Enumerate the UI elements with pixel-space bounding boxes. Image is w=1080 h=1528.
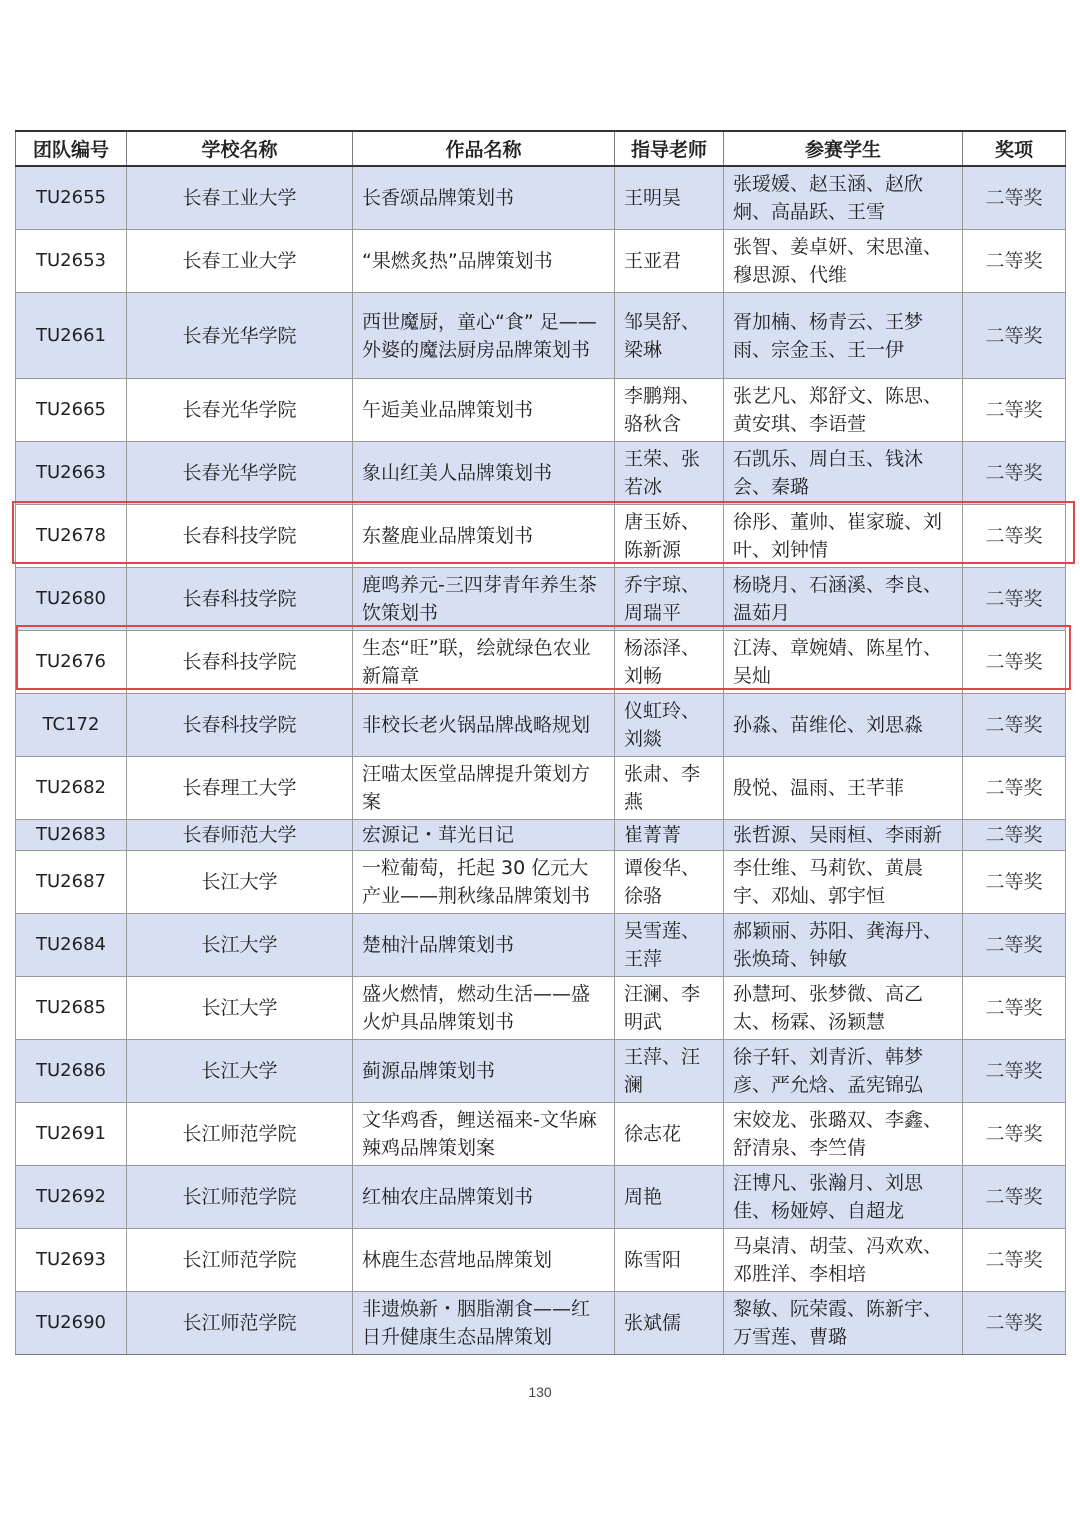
- award-level: 二等奖: [963, 1292, 1066, 1355]
- work-title: 楚柚汁品牌策划书: [353, 914, 615, 977]
- table-row: [16, 851, 1066, 914]
- school-name: 长江大学: [127, 851, 353, 914]
- student-names: 杨晓月、石涵溪、李良、温茹月: [724, 568, 963, 631]
- team-id: TU2653: [16, 230, 127, 293]
- teacher-names: 崔菁菁: [615, 820, 724, 851]
- page-number: 130: [528, 1384, 552, 1400]
- school-name: 长春光华学院: [127, 293, 353, 379]
- school-name: 长春工业大学: [127, 166, 353, 230]
- school-name: 长春科技学院: [127, 694, 353, 757]
- table-row: [16, 1166, 1066, 1229]
- teacher-names: 张肃、李燕: [615, 757, 724, 820]
- award-level: 二等奖: [963, 631, 1066, 694]
- award-level: 二等奖: [963, 1103, 1066, 1166]
- header-team-id: 团队编号: [16, 131, 127, 166]
- work-title: 汪喵太医堂品牌提升策划方案: [353, 757, 615, 820]
- header-award: 奖项: [963, 131, 1066, 166]
- table-row: [16, 166, 1066, 230]
- header-school: 学校名称: [127, 131, 353, 166]
- school-name: 长春光华学院: [127, 442, 353, 505]
- student-names: 孙慧珂、张梦微、高乙太、杨霖、汤颖慧: [724, 977, 963, 1040]
- school-name: 长春理工大学: [127, 757, 353, 820]
- header-teacher: 指导老师: [615, 131, 724, 166]
- teacher-names: 汪澜、李明武: [615, 977, 724, 1040]
- award-level: 二等奖: [963, 820, 1066, 851]
- table-row: [16, 379, 1066, 442]
- table-row: [16, 568, 1066, 631]
- student-names: 马桌清、胡莹、冯欢欢、邓胜洋、李相培: [724, 1229, 963, 1292]
- work-title: 非遗焕新・胭脂潮食——红日升健康生态品牌策划: [353, 1292, 615, 1355]
- teacher-names: 李鹏翔、骆秋含: [615, 379, 724, 442]
- work-title: 长香颂品牌策划书: [353, 166, 615, 230]
- work-title: 宏源记・茸光日记: [353, 820, 615, 851]
- award-level: 二等奖: [963, 293, 1066, 379]
- student-names: 石凯乐、周白玉、钱沐会、秦璐: [724, 442, 963, 505]
- school-name: 长江师范学院: [127, 1292, 353, 1355]
- teacher-names: 乔宇琼、周瑞平: [615, 568, 724, 631]
- teacher-names: 王荣、张若冰: [615, 442, 724, 505]
- teacher-names: 徐志花: [615, 1103, 724, 1166]
- award-level: 二等奖: [963, 1229, 1066, 1292]
- table-row: [16, 820, 1066, 851]
- awards-table: [15, 130, 1066, 1355]
- awards-table-container: [15, 130, 1065, 1355]
- award-level: 二等奖: [963, 914, 1066, 977]
- work-title: 生态“旺”联，绘就绿色农业新篇章: [353, 631, 615, 694]
- teacher-names: 邹昊舒、梁琳: [615, 293, 724, 379]
- work-title: 红柚农庄品牌策划书: [353, 1166, 615, 1229]
- school-name: 长江大学: [127, 1040, 353, 1103]
- team-id: TU2691: [16, 1103, 127, 1166]
- header-students: 参赛学生: [724, 131, 963, 166]
- school-name: 长春科技学院: [127, 505, 353, 568]
- teacher-names: 吴雪莲、王萍: [615, 914, 724, 977]
- team-id: TU2692: [16, 1166, 127, 1229]
- student-names: 汪博凡、张瀚月、刘思佳、杨娅婷、自超龙: [724, 1166, 963, 1229]
- table-row: [16, 442, 1066, 505]
- work-title: 西世魔厨，童心“食” 足——外婆的魔法厨房品牌策划书: [353, 293, 615, 379]
- team-id: TU2682: [16, 757, 127, 820]
- award-level: 二等奖: [963, 442, 1066, 505]
- team-id: TU2685: [16, 977, 127, 1040]
- team-id: TU2655: [16, 166, 127, 230]
- teacher-names: 唐玉娇、陈新源: [615, 505, 724, 568]
- student-names: 张艺凡、郑舒文、陈思、黄安琪、李语萱: [724, 379, 963, 442]
- teacher-names: 周艳: [615, 1166, 724, 1229]
- table-row: [16, 631, 1066, 694]
- table-header-row: [16, 131, 1066, 166]
- school-name: 长江师范学院: [127, 1103, 353, 1166]
- table-row: [16, 1040, 1066, 1103]
- award-level: 二等奖: [963, 568, 1066, 631]
- school-name: 长江师范学院: [127, 1229, 353, 1292]
- team-id: TU2665: [16, 379, 127, 442]
- table-row: [16, 1103, 1066, 1166]
- student-names: 张瑷媛、赵玉涵、赵欣炯、高晶跃、王雪: [724, 166, 963, 230]
- student-names: 孙淼、苗维伦、刘思淼: [724, 694, 963, 757]
- award-level: 二等奖: [963, 379, 1066, 442]
- team-id: TU2676: [16, 631, 127, 694]
- award-level: 二等奖: [963, 505, 1066, 568]
- school-name: 长江大学: [127, 977, 353, 1040]
- teacher-names: 王明昊: [615, 166, 724, 230]
- work-title: 象山红美人品牌策划书: [353, 442, 615, 505]
- school-name: 长江大学: [127, 914, 353, 977]
- table-row: [16, 757, 1066, 820]
- team-id: TC172: [16, 694, 127, 757]
- award-level: 二等奖: [963, 166, 1066, 230]
- table-row: [16, 1292, 1066, 1355]
- team-id: TU2663: [16, 442, 127, 505]
- award-level: 二等奖: [963, 851, 1066, 914]
- award-level: 二等奖: [963, 1040, 1066, 1103]
- school-name: 长春科技学院: [127, 568, 353, 631]
- student-names: 张智、姜卓妍、宋思潼、穆思源、代维: [724, 230, 963, 293]
- work-title: 午逅美业品牌策划书: [353, 379, 615, 442]
- work-title: 一粒葡萄，托起 30 亿元大产业——荆秋缘品牌策划书: [353, 851, 615, 914]
- table-row: [16, 505, 1066, 568]
- student-names: 郝颖丽、苏阳、龚海丹、张焕琦、钟敏: [724, 914, 963, 977]
- team-id: TU2661: [16, 293, 127, 379]
- award-level: 二等奖: [963, 757, 1066, 820]
- teacher-names: 王亚君: [615, 230, 724, 293]
- work-title: 文华鸡香，鲤送福来-文华麻辣鸡品牌策划案: [353, 1103, 615, 1166]
- table-row: [16, 694, 1066, 757]
- school-name: 长春光华学院: [127, 379, 353, 442]
- student-names: 徐彤、董帅、崔家璇、刘叶、刘钟情: [724, 505, 963, 568]
- school-name: 长江师范学院: [127, 1166, 353, 1229]
- table-row: [16, 1229, 1066, 1292]
- team-id: TU2690: [16, 1292, 127, 1355]
- team-id: TU2684: [16, 914, 127, 977]
- student-names: 李仕维、马莉钦、黄晨宇、邓灿、郭宇恒: [724, 851, 963, 914]
- school-name: 长春工业大学: [127, 230, 353, 293]
- award-level: 二等奖: [963, 977, 1066, 1040]
- teacher-names: 陈雪阳: [615, 1229, 724, 1292]
- table-row: [16, 977, 1066, 1040]
- team-id: TU2678: [16, 505, 127, 568]
- team-id: TU2683: [16, 820, 127, 851]
- team-id: TU2687: [16, 851, 127, 914]
- team-id: TU2693: [16, 1229, 127, 1292]
- teacher-names: 张斌儒: [615, 1292, 724, 1355]
- work-title: 鹿鸣养元-三四芽青年养生茶饮策划书: [353, 568, 615, 631]
- work-title: “果燃炙热”品牌策划书: [353, 230, 615, 293]
- work-title: 蓟源品牌策划书: [353, 1040, 615, 1103]
- student-names: 张哲源、吴雨桓、李雨新: [724, 820, 963, 851]
- student-names: 江涛、章婉婧、陈星竹、吴灿: [724, 631, 963, 694]
- student-names: 徐子轩、刘青沂、韩梦彦、严允焓、孟宪锦弘: [724, 1040, 963, 1103]
- teacher-names: 王萍、汪澜: [615, 1040, 724, 1103]
- table-row: [16, 914, 1066, 977]
- team-id: TU2686: [16, 1040, 127, 1103]
- teacher-names: 杨添泽、刘畅: [615, 631, 724, 694]
- table-row: [16, 230, 1066, 293]
- work-title: 盛火燃情，燃动生活——盛火炉具品牌策划书: [353, 977, 615, 1040]
- header-work: 作品名称: [353, 131, 615, 166]
- team-id: TU2680: [16, 568, 127, 631]
- student-names: 宋姣龙、张璐双、李鑫、舒清泉、李竺倩: [724, 1103, 963, 1166]
- student-names: 胥加楠、杨青云、王梦雨、宗金玉、王一伊: [724, 293, 963, 379]
- table-row: [16, 293, 1066, 379]
- student-names: 黎敏、阮荣霞、陈新宇、万雪莲、曹璐: [724, 1292, 963, 1355]
- work-title: 林鹿生态营地品牌策划: [353, 1229, 615, 1292]
- teacher-names: 仪虹玲、刘燚: [615, 694, 724, 757]
- student-names: 殷悦、温雨、王芊菲: [724, 757, 963, 820]
- award-level: 二等奖: [963, 1166, 1066, 1229]
- award-level: 二等奖: [963, 694, 1066, 757]
- school-name: 长春科技学院: [127, 631, 353, 694]
- work-title: 东鳌鹿业品牌策划书: [353, 505, 615, 568]
- teacher-names: 谭俊华、徐骆: [615, 851, 724, 914]
- school-name: 长春师范大学: [127, 820, 353, 851]
- work-title: 非校长老火锅品牌战略规划: [353, 694, 615, 757]
- award-level: 二等奖: [963, 230, 1066, 293]
